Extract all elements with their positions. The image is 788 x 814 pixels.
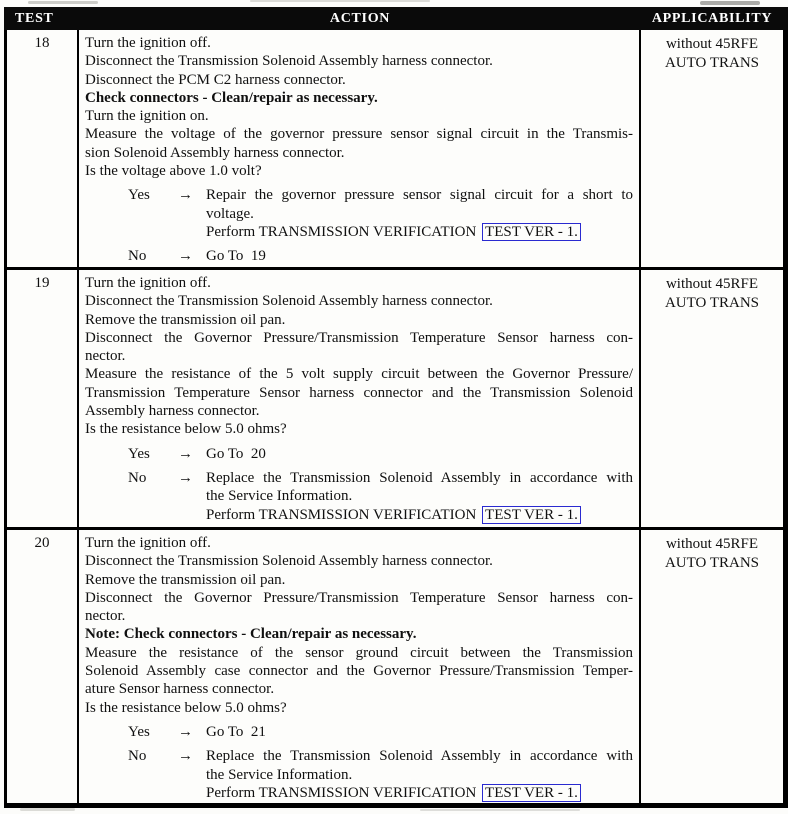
action-step: nector. [85, 608, 126, 625]
test-ver-link[interactable]: TEST VER - 1. [482, 784, 581, 802]
applicability-text: AUTO TRANS [664, 554, 760, 571]
action-step: Solenoid Assembly case connector and the Governor Pressure/Transmission Temper- [85, 663, 633, 680]
decision-answer: Yes [128, 187, 150, 204]
action-step: Measure the voltage of the governor pressure sensor signal circuit in the Transmis- [85, 126, 633, 143]
action-step: nector. [85, 348, 126, 365]
applicability-cell [641, 530, 783, 803]
test-number-cell [7, 270, 79, 527]
test-number: 18 [34, 35, 50, 51]
decision-answer: No [128, 248, 147, 265]
decision-result-line: Replace the Transmission Solenoid Assembly in accordance with [206, 469, 633, 486]
action-step: Assembly harness connector. [85, 403, 260, 420]
applicability-cell [641, 30, 783, 267]
decision-answer: Yes [128, 445, 150, 462]
diagnostic-test-table [4, 7, 788, 808]
arrow-icon: → [178, 445, 193, 462]
test-number: 20 [34, 535, 50, 551]
arrow-icon: → [178, 748, 193, 765]
decision-row [85, 469, 633, 524]
decision-result-line: Perform TRANSMISSION VERIFICATION TEST VER - 1. [206, 223, 633, 241]
action-step: Disconnect the Transmission Solenoid Assembly harness connector. [85, 553, 493, 570]
decision-result [206, 445, 633, 463]
action-step: Measure the resistance of the 5 volt supply circuit between the Governor Pressure/ [85, 366, 633, 383]
action-step: Turn the ignition off. [85, 535, 211, 551]
decision-answer: No [128, 748, 147, 765]
action-step: sion Solenoid Assembly harness connector. [85, 144, 345, 161]
decision-result-line: the Service Information. [206, 766, 353, 783]
table-row [7, 30, 783, 267]
action-step: Is the voltage above 1.0 volt? [85, 163, 262, 180]
applicability-text: without 45RFE [665, 276, 759, 292]
test-ver-link[interactable]: TEST VER - 1. [482, 223, 581, 241]
action-step: Disconnect the Governor Pressure/Transmission Temperature Sensor harness con- [85, 329, 633, 346]
applicability-cell [641, 270, 783, 527]
decision-row [85, 723, 633, 741]
applicability-text: AUTO TRANS [664, 294, 760, 311]
action-step: Remove the transmission oil pan. [85, 571, 286, 588]
applicability-text: AUTO TRANS [664, 54, 760, 71]
header-test: TEST [15, 10, 54, 26]
decision-result-line: Go To 20 [206, 445, 266, 462]
test-number: 19 [34, 275, 50, 291]
decision-result [206, 723, 633, 741]
action-cell [79, 530, 641, 803]
decision-answer: Yes [128, 723, 150, 740]
decision-result [206, 247, 633, 265]
decision-row [85, 247, 633, 265]
action-step: Disconnect the PCM C2 harness connector. [85, 71, 346, 88]
decision-result-line: voltage. [206, 205, 254, 222]
table-row [7, 527, 783, 803]
decision-result [206, 469, 633, 524]
action-step: Turn the ignition on. [85, 108, 209, 125]
decision-result-line: Replace the Transmission Solenoid Assembly in accordance with [206, 748, 633, 765]
action-step: Disconnect the Transmission Solenoid Assembly harness connector. [85, 293, 493, 310]
header-applicability: APPLICABILITY [651, 10, 773, 26]
table-header [4, 7, 788, 30]
action-step: ature Sensor harness connector. [85, 681, 275, 698]
applicability-text: without 45RFE [665, 536, 759, 552]
action-cell [79, 30, 641, 267]
decision-result [206, 186, 633, 241]
arrow-icon: → [178, 248, 193, 265]
scan-artifact [28, 1, 98, 4]
decision-row [85, 445, 633, 463]
scan-artifact [20, 808, 75, 811]
action-step: Remove the transmission oil pan. [85, 311, 286, 328]
decision-result-line: Go To 19 [206, 248, 266, 265]
decision-result-line: the Service Information. [206, 488, 353, 505]
decision-result-line: Perform TRANSMISSION VERIFICATION TEST VER - 1. [206, 506, 633, 524]
decision-answer: No [128, 469, 147, 486]
arrow-icon: → [178, 187, 193, 204]
action-step: Transmission Temperature Sensor harness connector and the Transmission Solenoid [85, 384, 633, 401]
action-step: Disconnect the Governor Pressure/Transmission Temperature Sensor harness con- [85, 589, 633, 606]
scan-artifact [700, 1, 760, 5]
decision-result-line: Repair the governor pressure sensor signal circuit for a short to [206, 187, 633, 204]
action-step: Check connectors - Clean/repair as necessary. [85, 89, 378, 106]
test-ver-link[interactable]: TEST VER - 1. [482, 506, 581, 524]
action-step: Is the resistance below 5.0 ohms? [85, 421, 287, 438]
arrow-icon: → [178, 723, 193, 740]
action-step: Measure the resistance of the sensor ground circuit between the Transmission [85, 644, 633, 661]
scan-artifact [420, 809, 580, 811]
arrow-icon: → [178, 469, 193, 486]
decision-result [206, 747, 633, 802]
action-cell [79, 270, 641, 527]
action-step: Disconnect the Transmission Solenoid Assembly harness connector. [85, 53, 493, 70]
header-action: ACTION [329, 10, 391, 26]
table-row [7, 267, 783, 527]
scan-artifact [250, 0, 430, 2]
test-number-cell [7, 530, 79, 803]
action-step: Turn the ignition off. [85, 275, 211, 291]
decision-row [85, 747, 633, 802]
action-step: Note: Check connectors - Clean/repair as necessary. [85, 626, 417, 643]
applicability-text: without 45RFE [665, 36, 759, 52]
decision-result-line: Go To 21 [206, 723, 266, 740]
action-step: Is the resistance below 5.0 ohms? [85, 699, 287, 716]
test-number-cell [7, 30, 79, 267]
action-step: Turn the ignition off. [85, 35, 211, 51]
decision-result-line: Perform TRANSMISSION VERIFICATION TEST VER - 1. [206, 784, 633, 802]
table-body [7, 30, 783, 803]
decision-row [85, 186, 633, 241]
